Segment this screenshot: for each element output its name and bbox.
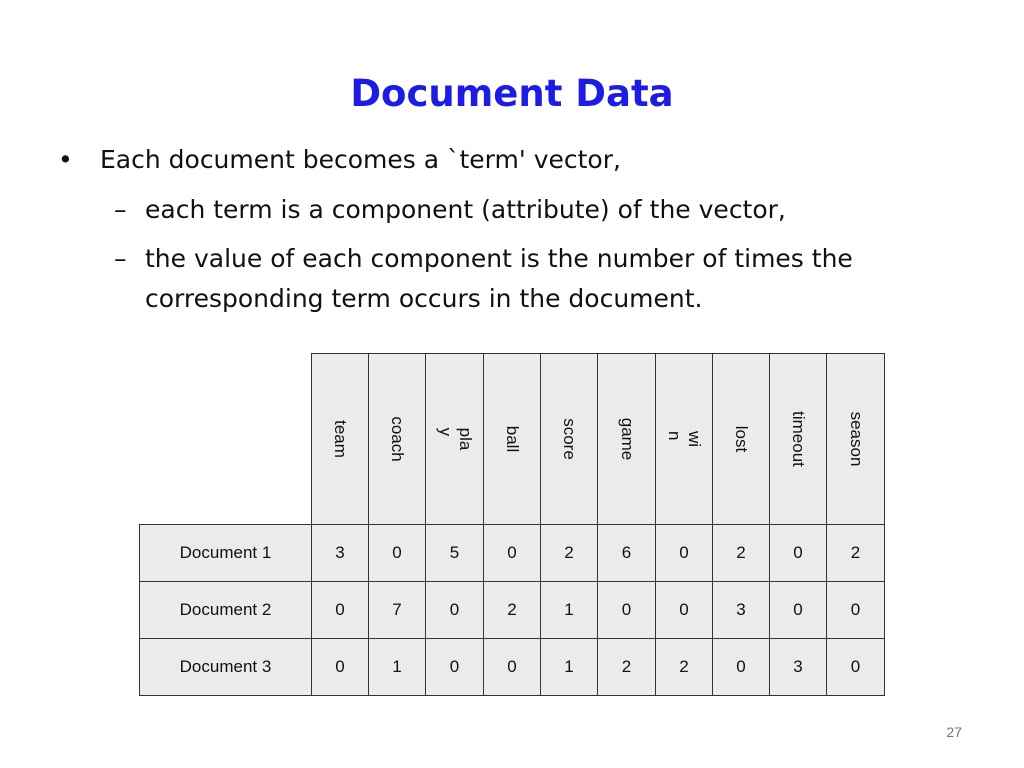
table-cell: 0 (311, 581, 369, 639)
table-cell: 1 (368, 638, 426, 696)
row-label: Document 3 (139, 638, 312, 696)
column-header-label: timeout (789, 411, 808, 467)
table-cell: 0 (826, 581, 885, 639)
table-cell: 0 (368, 524, 426, 582)
column-header (769, 353, 827, 525)
sub-bullet-text: each term is a component (attribute) of the vector, (145, 195, 786, 224)
column-header-label: pla y (435, 427, 475, 451)
table-cell: 3 (769, 638, 827, 696)
bullet-item (58, 140, 958, 180)
row-label: Document 1 (139, 524, 312, 582)
column-header-label: ball (503, 425, 522, 453)
table-cell: 0 (483, 638, 541, 696)
column-header-label: game (617, 417, 637, 461)
column-header (425, 353, 484, 525)
table-cell: 0 (769, 524, 827, 582)
column-header-label: coach (388, 416, 407, 462)
table-cell: 0 (425, 581, 484, 639)
table-cell: 2 (655, 638, 713, 696)
column-header (540, 353, 598, 525)
table-cell: 0 (655, 524, 713, 582)
table-cell: 2 (712, 524, 770, 582)
column-header-label: wi n (665, 430, 704, 448)
sub-bullet-continuation (58, 279, 958, 319)
column-header-label: lost (732, 425, 751, 453)
sub-bullet-dash: – (114, 195, 127, 224)
table-cell: 7 (368, 581, 426, 639)
column-header-label: season (846, 411, 866, 467)
column-header (368, 353, 426, 525)
table-cell: 0 (655, 581, 713, 639)
column-header (597, 353, 656, 525)
column-header (712, 353, 770, 525)
table-cell: 2 (597, 638, 656, 696)
sub-bullet-text: the value of each component is the number of times the (145, 244, 853, 273)
page-number: 27 (946, 724, 962, 740)
slide-title: Document Data (350, 72, 674, 115)
column-header-label: team (331, 420, 350, 458)
table-cell: 0 (597, 581, 656, 639)
table-cell: 1 (540, 581, 598, 639)
table-cell: 0 (826, 638, 885, 696)
column-header (655, 353, 713, 525)
table-cell: 3 (712, 581, 770, 639)
bullet-text: Each document becomes a `term' vector, (100, 145, 621, 174)
sub-bullet-text: corresponding term occurs in the document. (145, 284, 703, 313)
table-cell: 0 (311, 638, 369, 696)
table-cell: 3 (311, 524, 369, 582)
table-cell: 5 (425, 524, 484, 582)
column-header (483, 353, 541, 525)
sub-bullet-item (58, 190, 958, 230)
table-cell: 2 (826, 524, 885, 582)
column-header-label: score (560, 418, 579, 460)
bullet-dot: • (58, 145, 73, 174)
table-cell: 0 (769, 581, 827, 639)
row-label: Document 2 (139, 581, 312, 639)
table-cell: 2 (483, 581, 541, 639)
column-header (826, 353, 885, 525)
table-cell: 1 (540, 638, 598, 696)
table-cell: 0 (712, 638, 770, 696)
column-header (311, 353, 369, 525)
table-cell: 0 (425, 638, 484, 696)
table-cell: 2 (540, 524, 598, 582)
sub-bullet-dash: – (114, 244, 127, 273)
sub-bullet-item (58, 239, 958, 279)
bullet-list (58, 140, 958, 319)
table-cell: 0 (483, 524, 541, 582)
table-cell: 6 (597, 524, 656, 582)
